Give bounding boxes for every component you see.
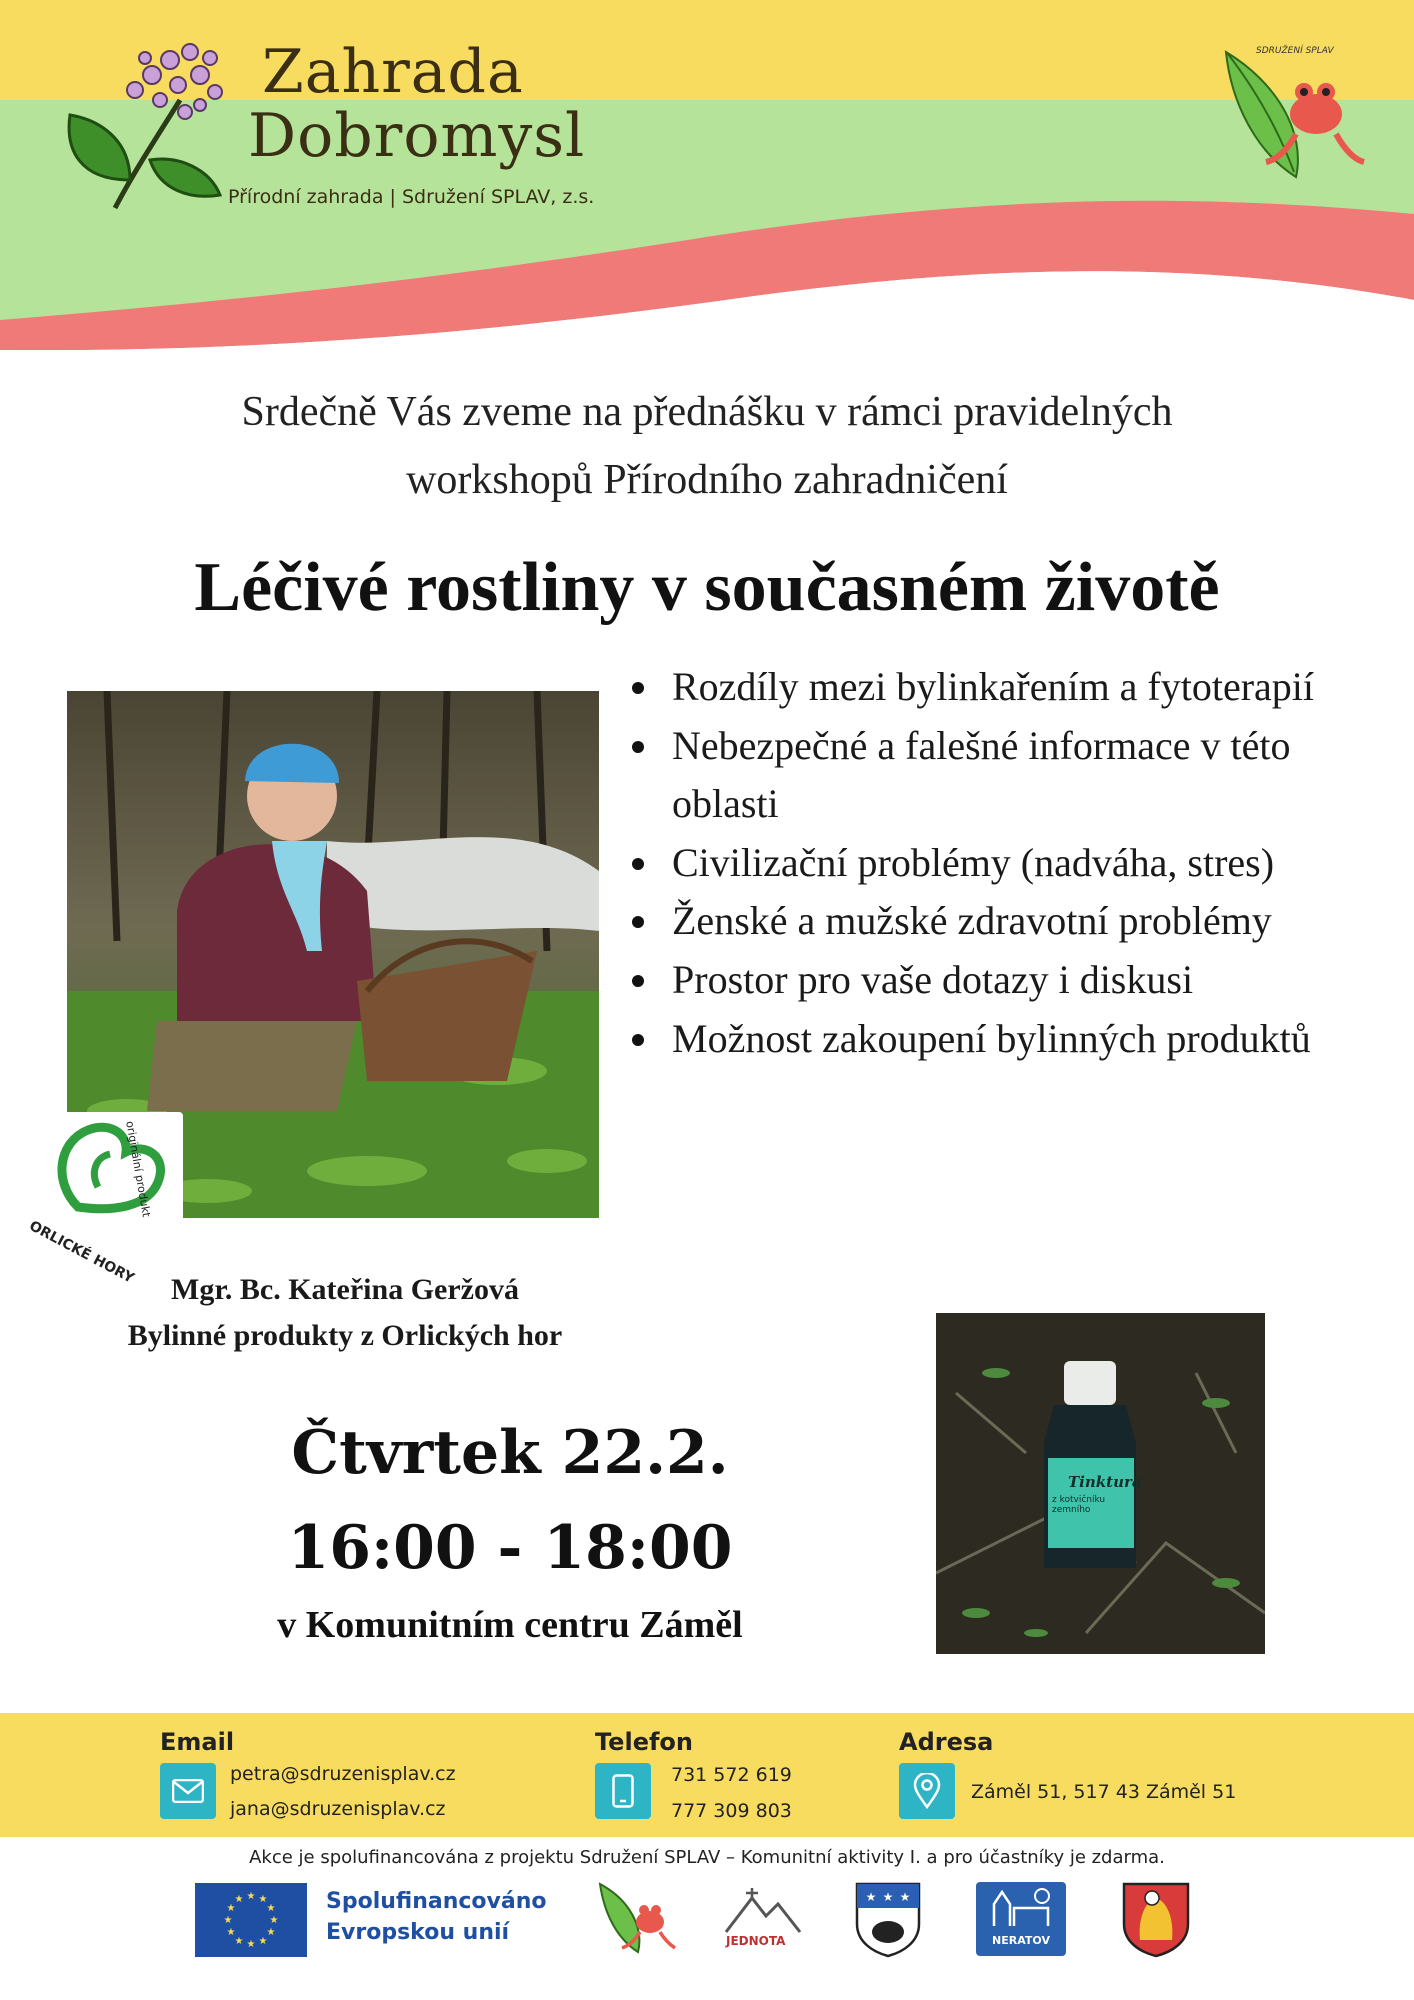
logo-subtitle: Přírodní zahrada | Sdružení SPLAV, z.s. xyxy=(228,186,595,208)
eu-flag xyxy=(195,1883,307,1957)
product-label-title: Tinktura xyxy=(1068,1473,1142,1491)
intro-line-1: Srdečně Vás zveme na přednášku v rámci pravidelných xyxy=(241,389,1173,435)
product-label-sub: z kotvičníku zemního xyxy=(1052,1495,1106,1515)
address-heading: Adresa xyxy=(899,1728,994,1756)
email-icon xyxy=(160,1763,216,1819)
neratov-text: NERATOV xyxy=(992,1934,1050,1947)
splav-logo-text: SDRUŽENÍ SPLAV xyxy=(1256,46,1334,56)
bullet-icon xyxy=(632,916,644,928)
intro-line-2: workshopů Přírodního zahradničení xyxy=(406,457,1008,503)
municipal-crest-2 xyxy=(1120,1880,1192,1958)
zahrada-logo-plant-icon xyxy=(60,30,230,210)
email-1-link[interactable]: petra@sdruzenisplav.cz xyxy=(230,1763,456,1785)
logo-title-line2: Dobromysl xyxy=(248,101,586,171)
badge-text-sub: originální produkt xyxy=(123,1120,153,1219)
svg-text:★: ★ xyxy=(266,1903,276,1914)
topic-item: Civilizační problémy (nadváha, stres) xyxy=(620,834,1400,893)
funding-note: Akce je spolufinancována z projektu Sdružení SPLAV – Komunitní aktivity I. a pro účastníky je zdarma. xyxy=(249,1847,1165,1868)
svg-text:★: ★ xyxy=(258,1894,268,1905)
speaker-name: Mgr. Bc. Kateřina Geržová xyxy=(171,1273,519,1306)
svg-text:★: ★ xyxy=(865,1890,877,1904)
svg-text:★: ★ xyxy=(223,1915,233,1926)
svg-text:★: ★ xyxy=(246,1891,256,1902)
email-2-link[interactable]: jana@sdruzenisplav.cz xyxy=(230,1798,446,1820)
product-photo xyxy=(936,1313,1265,1654)
event-headline: Léčivé rostliny v současném životě xyxy=(194,549,1220,626)
splav-logo xyxy=(1216,42,1366,182)
logo-title-line1: Zahrada xyxy=(262,37,524,107)
bullet-icon xyxy=(632,741,644,753)
neratov-logo xyxy=(976,1882,1066,1956)
phone-icon xyxy=(595,1763,651,1819)
neratov-church-icon xyxy=(976,1882,1066,1932)
orlicke-hory-badge xyxy=(26,1112,183,1287)
jednota-text: JEDNOTA xyxy=(726,1934,786,1948)
speaker-affiliation: Bylinné produkty z Orlických hor xyxy=(127,1319,563,1352)
event-place: v Komunitním centru Záměl xyxy=(277,1604,743,1646)
svg-text:★: ★ xyxy=(258,1936,268,1947)
bullet-icon xyxy=(632,858,644,870)
bullet-icon xyxy=(632,1034,644,1046)
jednota-logo xyxy=(718,1884,808,1956)
phone-heading: Telefon xyxy=(595,1728,693,1756)
svg-text:★: ★ xyxy=(246,1939,256,1950)
bullet-icon xyxy=(632,682,644,694)
badge-text-main: ORLICKÉ HORY xyxy=(26,1218,137,1287)
topic-list xyxy=(620,658,1400,1068)
eu-text-line2: Evropskou unií xyxy=(326,1920,510,1945)
splav-small-logo xyxy=(596,1880,676,1956)
svg-text:★: ★ xyxy=(226,1927,236,1938)
eu-stars-icon xyxy=(195,1883,307,1957)
municipal-crest-1 xyxy=(853,1880,923,1958)
phone-1[interactable]: 731 572 619 xyxy=(671,1764,792,1786)
svg-text:★: ★ xyxy=(882,1890,894,1904)
topic-item: Možnost zakoupení bylinných produktů xyxy=(620,1010,1400,1069)
topic-item: Prostor pro vaše dotazy i diskusi xyxy=(620,951,1400,1010)
eu-text-line1: Spolufinancováno xyxy=(326,1889,547,1914)
svg-text:★: ★ xyxy=(899,1890,911,1904)
frog-leaf-icon xyxy=(1216,42,1366,182)
svg-text:★: ★ xyxy=(226,1903,236,1914)
event-time: 16:00 - 18:00 xyxy=(287,1513,733,1583)
orlicke-hory-leaf-icon xyxy=(28,1112,183,1222)
svg-text:★: ★ xyxy=(269,1915,279,1926)
topic-item: Ženské a mužské zdravotní problémy xyxy=(620,892,1400,951)
bullet-icon xyxy=(632,975,644,987)
svg-text:★: ★ xyxy=(234,1894,244,1905)
email-heading: Email xyxy=(160,1728,235,1756)
phone-2[interactable]: 777 309 803 xyxy=(671,1800,792,1822)
event-date: Čtvrtek 22.2. xyxy=(291,1418,729,1488)
jednota-mountain-icon xyxy=(718,1884,808,1936)
address-text: Záměl 51, 517 43 Záměl 51 xyxy=(971,1781,1237,1803)
svg-text:★: ★ xyxy=(234,1936,244,1947)
eu-text xyxy=(326,1886,547,1948)
location-pin-icon xyxy=(899,1763,955,1819)
topic-item: Nebezpečné a falešné informace v této oblasti xyxy=(620,717,1400,834)
topic-item: Rozdíly mezi bylinkařením a fytoterapií xyxy=(620,658,1400,717)
svg-text:★: ★ xyxy=(266,1927,276,1938)
